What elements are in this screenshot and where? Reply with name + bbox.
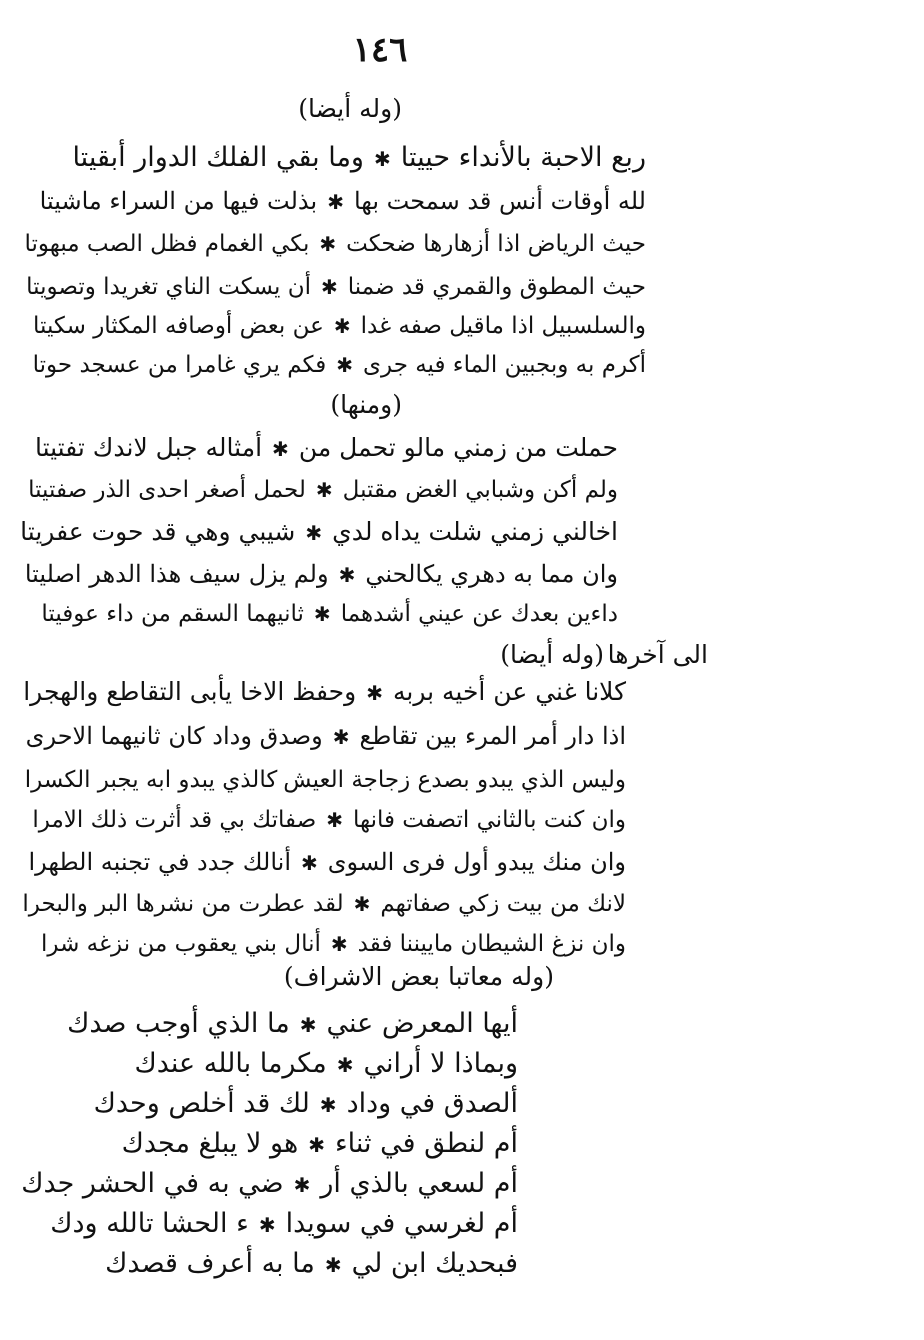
- verse-second-hemistich: ما به أعرف قصدك: [105, 1248, 315, 1279]
- verse-first-hemistich: أم لسعي بالذي أر: [320, 1168, 518, 1199]
- verse-first-hemistich: ألصدق في وداد: [346, 1088, 518, 1119]
- verse-second-hemistich: أن يسكت الناي تغريدا وتصويتا: [26, 274, 311, 300]
- section-heading: (وله أيضا): [298, 94, 402, 123]
- verse-separator: ✱: [319, 1093, 337, 1117]
- verse-first-hemistich: ولم أكن وشبابي الغض مقتبل: [342, 477, 618, 503]
- verse-separator: ✱: [373, 147, 391, 171]
- verse-second-hemistich: وصدق وداد كان ثانيهما الاحرى: [25, 722, 323, 750]
- verse-second-hemistich: لقد عطرت من نشرها البر والبحرا: [22, 891, 344, 917]
- verse-separator: ✱: [336, 353, 353, 377]
- verse-separator: ✱: [330, 932, 348, 956]
- verse-second-hemistich: ء الحشا تالله ودك: [50, 1208, 249, 1239]
- verse-line: [20, 512, 618, 552]
- verse-separator: ✱: [353, 892, 371, 916]
- verse-separator: ✱: [319, 232, 337, 256]
- verse-first-hemistich: داءين بعدك عن عيني أشدهما: [340, 601, 618, 627]
- verse-line: [105, 1244, 518, 1284]
- verse-separator: ✱: [305, 521, 323, 545]
- verse-second-hemistich: ما الذي أوجب صدك: [67, 1008, 290, 1039]
- verse-second-hemistich: فكم يري غامرا من عسجد حوتا: [32, 352, 327, 378]
- verse-second-hemistich: بذلت فيها من السراء ماشيتا: [39, 187, 318, 215]
- verse-separator: ✱: [324, 1253, 342, 1277]
- verse-second-hemistich: مكرما بالله عندك: [134, 1048, 327, 1079]
- verse-first-hemistich: فبحديك ابن لي: [351, 1248, 518, 1279]
- verse-separator: ✱: [332, 725, 350, 749]
- verse-first-hemistich: وان نزغ الشيطان ماييننا فقد: [357, 931, 626, 957]
- verse-separator: ✱: [308, 1133, 325, 1157]
- section-heading: (وله معاتبا بعض الاشراف): [283, 962, 554, 991]
- verse-second-hemistich: وحفظ الاخا يأبى التقاطع والهجرا: [23, 677, 357, 706]
- verse-separator: ✱: [272, 437, 289, 461]
- verse-line: [50, 1204, 518, 1244]
- verse-separator: ✱: [299, 1013, 317, 1037]
- verse-second-hemistich: ولم يزل سيف هذا الدهر اصليتا: [24, 560, 329, 588]
- verse-second-hemistich: شيبي وهي قد حوت عفريتا: [20, 517, 296, 546]
- verse-first-hemistich: وبماذا لا أراني: [363, 1048, 518, 1079]
- verse-separator: ✱: [293, 1173, 311, 1197]
- verse-separator: ✱: [320, 275, 338, 299]
- verse-line: [35, 428, 618, 468]
- verse-second-hemistich: وما بقي الفلك الدوار أبقيتا: [72, 142, 364, 173]
- verse-line: [67, 1004, 518, 1044]
- verse-line: [32, 800, 626, 840]
- verse-first-hemistich: حيث الرياض اذا أزهارها ضحكت: [346, 231, 646, 257]
- verse-second-hemistich: صفاتك بي قد أثرت ذلك الامرا: [32, 807, 317, 833]
- verse-line: [72, 138, 646, 178]
- verse-second-hemistich: هو لا يبلغ مجدك: [121, 1128, 299, 1159]
- verse-line: [122, 1124, 518, 1164]
- verse-first-hemistich: وان كنت بالثاني اتصفت فانها: [352, 807, 626, 833]
- verse-line: [134, 1044, 518, 1084]
- verse-first-hemistich: أكرم به وبجبين الماء فيه جرى: [363, 352, 646, 378]
- verse-line: [24, 224, 646, 264]
- verse-second-hemistich: أمثاله جبل لاندك تفتيتا: [34, 433, 263, 462]
- verse-line: [28, 470, 618, 510]
- verse-separator: ✱: [333, 314, 351, 338]
- verse-line: [25, 554, 618, 594]
- verse-first-hemistich: أيها المعرض عني: [326, 1008, 518, 1039]
- verse-line: [41, 594, 618, 634]
- verse-first-hemistich: وليس الذي يبدو بصدع زجاجة العيش: [283, 767, 626, 793]
- verse-separator: ✱: [301, 851, 318, 875]
- verse-first-hemistich: لانك من بيت زكي صفاتهم: [380, 891, 626, 917]
- verse-first-hemistich: حيث المطوق والقمري قد ضمنا: [347, 274, 646, 300]
- verse-first-hemistich: أم لنطق في ثناء: [334, 1128, 518, 1159]
- verse-second-hemistich: أنالك جدد في تجنبه الطهرا: [28, 848, 291, 876]
- verse-first-hemistich: ربع الاحبة بالأنداء حييتا: [400, 142, 646, 173]
- verse-second-hemistich: ثانيهما السقم من داء عوفيتا: [41, 601, 304, 627]
- verse-line: [94, 1084, 518, 1124]
- verse-separator: ✱: [313, 602, 331, 626]
- verse-first-hemistich: لله أوقات أنس قد سمحت بها: [353, 187, 646, 215]
- verse-separator: ✱: [315, 478, 333, 502]
- verse-separator: ✱: [326, 808, 343, 832]
- verse-line: [29, 842, 626, 882]
- verse-line: [33, 306, 646, 346]
- verse-separator: ✱: [258, 1213, 276, 1237]
- verse-line: [33, 345, 646, 385]
- verse-line: [40, 181, 646, 221]
- verse-second-hemistich: لك قد أخلص وحدك: [93, 1088, 310, 1119]
- verse-second-hemistich: ضي به في الحشر جدك: [21, 1168, 284, 1199]
- verse-line: [23, 672, 626, 712]
- verse-line: [26, 716, 626, 756]
- verse-first-hemistich: كلانا غني عن أخيه بربه: [392, 677, 626, 706]
- verse-first-hemistich: حملت من زمني مالو تحمل من: [298, 433, 618, 462]
- verse-separator: ✱: [338, 563, 356, 587]
- verse-line: [21, 1164, 518, 1204]
- verse-first-hemistich: والسلسبيل اذا ماقيل صفه غدا: [360, 313, 646, 339]
- verse-first-hemistich: وان منك يبدو أول فرى السوى: [327, 848, 626, 876]
- verse-first-hemistich: وان مما به دهري يكالحني: [365, 560, 618, 588]
- verse-second-hemistich: لحمل أصغر احدى الذر صفتيتا: [28, 477, 306, 503]
- verse-second-hemistich: أنال بني يعقوب من نزغه شرا: [41, 931, 321, 957]
- verse-first-hemistich: اخالني زمني شلت يداه لدي: [332, 517, 618, 546]
- verse-separator: ✱: [366, 681, 383, 705]
- verse-line: [25, 760, 626, 800]
- verse-first-hemistich: أم لغرسي في سويدا: [285, 1208, 518, 1239]
- verse-line: [26, 267, 646, 307]
- verse-second-hemistich: بكي الغمام فظل الصب مبهوتا: [24, 231, 310, 257]
- verse-first-hemistich: اذا دار أمر المرء بين تقاطع: [359, 722, 626, 750]
- verse-line: [22, 884, 626, 924]
- poem-continuation-note: الى آخرها: [607, 640, 708, 669]
- section-heading: (ومنها): [330, 390, 402, 419]
- verse-separator: ✱: [336, 1053, 354, 1077]
- verse-separator: ✱: [327, 190, 344, 214]
- verse-second-hemistich: كالذي يبدو ابه يجبر الكسرا: [24, 767, 278, 793]
- verse-second-hemistich: عن بعض أوصافه المكثار سكيتا: [33, 313, 324, 339]
- section-heading: (وله أيضا): [500, 640, 604, 669]
- page-number: ١٤٦: [352, 30, 408, 70]
- verse-line: [41, 924, 626, 964]
